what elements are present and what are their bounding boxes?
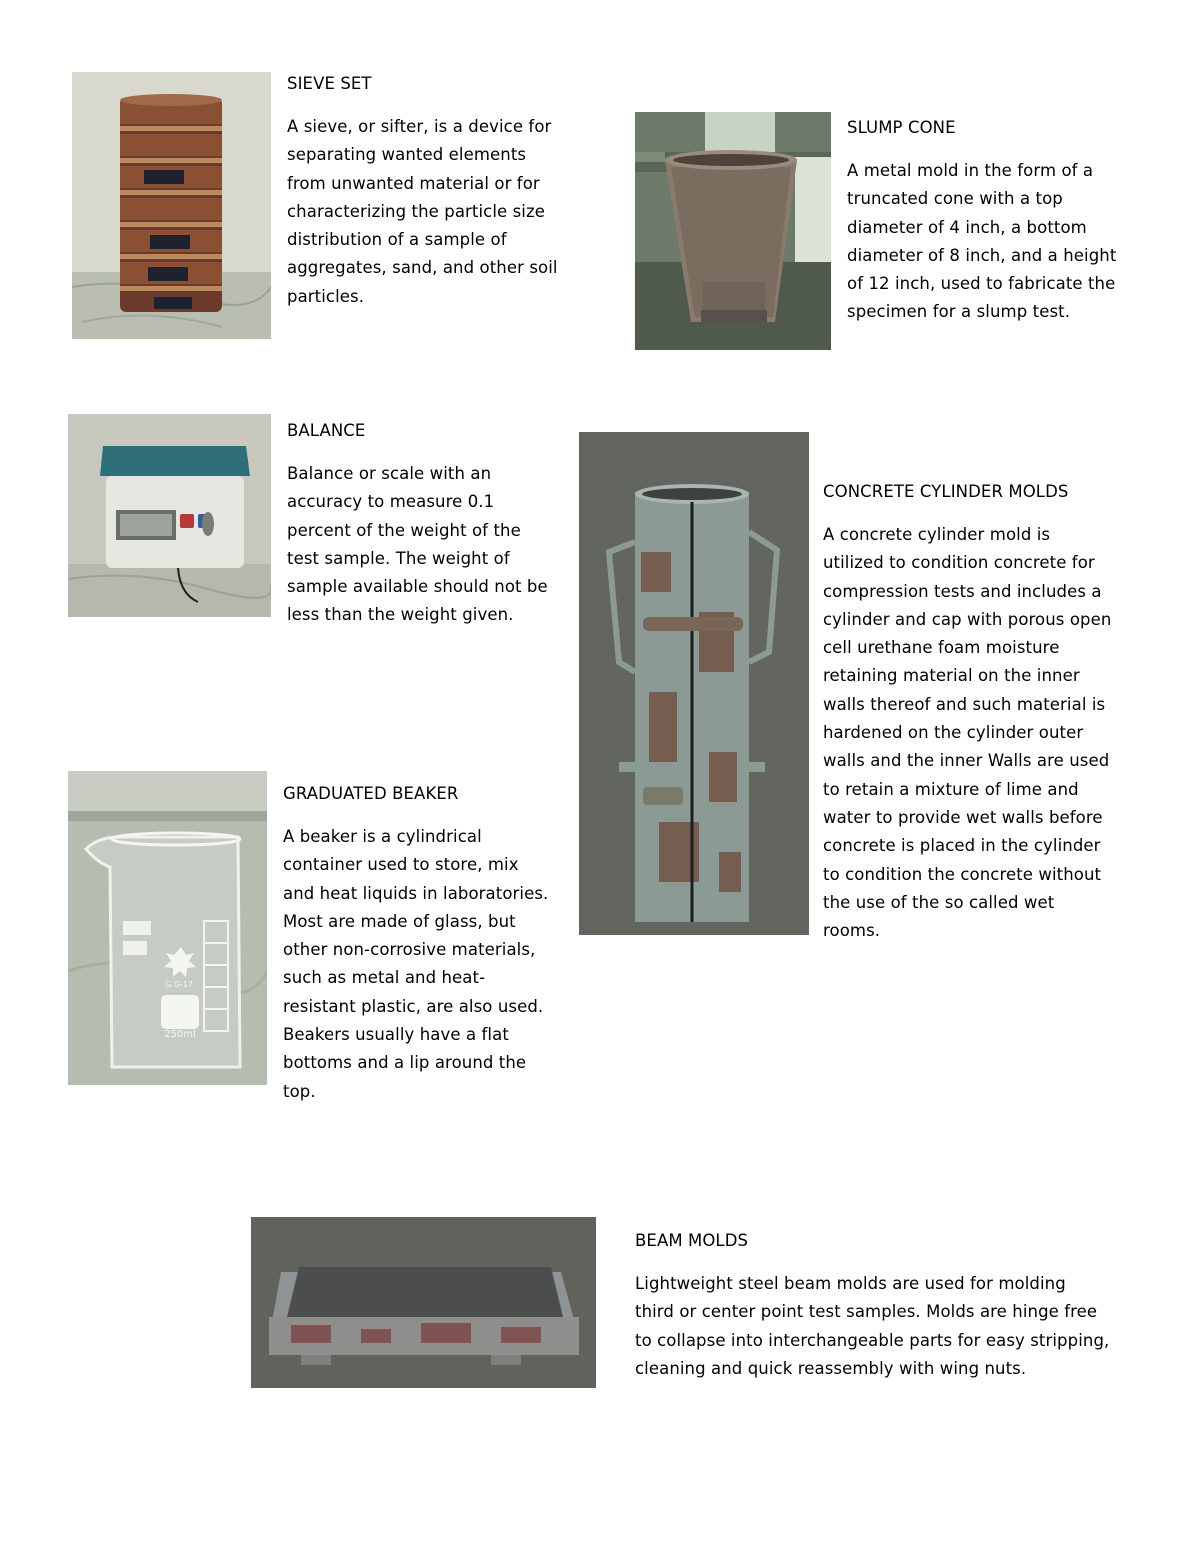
graduated-beaker-heading: GRADUATED BEAKER — [283, 784, 459, 803]
graduated-beaker-photo — [68, 771, 267, 1085]
balance-heading: BALANCE — [287, 421, 366, 440]
concrete-cylinder-molds-heading: CONCRETE CYLINDER MOLDS — [823, 482, 1069, 501]
slump-cone-photo — [635, 112, 831, 350]
balance-section — [287, 417, 617, 630]
sieve-set-photo — [72, 72, 271, 339]
concrete-cylinder-molds-section — [823, 478, 1178, 945]
sieve-set-heading: SIEVE SET — [287, 74, 372, 93]
graduated-beaker-description: A beaker is a cylindrical container used to store, mix and heat liquids in laboratories. Most are made of glass, but other non-corrosive materials, such as metal and heat- resistant plastic, are also used. Beakers usually have a flat bottoms and a lip around the top. — [283, 827, 549, 1101]
balance-description: Balance or scale with an accuracy to measure 0.1 percent of the weight of the test sample. The weight of sample available should not be less than the weight given. — [287, 464, 548, 625]
sieve-set-section — [287, 70, 617, 311]
graduated-beaker-section — [283, 780, 613, 1106]
slump-cone-description: A metal mold in the form of a truncated cone with a top diameter of 4 inch, a bottom diameter of 8 inch, and a height of 12 inch, used to fabricate the specimen for a slump test. — [847, 161, 1117, 322]
concrete-cylinder-mold-photo — [579, 432, 809, 935]
sieve-set-description: A sieve, or sifter, is a device for separating wanted elements from unwanted material or for characterizing the particle size distribution of a sample of aggregates, sand, and other soil particles. — [287, 117, 558, 306]
beam-molds-description: Lightweight steel beam molds are used for molding third or center point test samples. Molds are hinge free to collapse into interchangeable parts for easy stripping, cleaning and quick reassembly with wing nuts. — [635, 1274, 1110, 1378]
beam-mold-photo — [251, 1217, 596, 1388]
balance-photo — [68, 414, 271, 617]
slump-cone-heading: SLUMP CONE — [847, 118, 956, 137]
beam-molds-section — [635, 1227, 1180, 1383]
slump-cone-section — [847, 114, 1177, 327]
beam-molds-heading: BEAM MOLDS — [635, 1231, 749, 1250]
beaker-brand-marking: G.G-17 — [164, 980, 194, 989]
beaker-volume-marking: 250ml — [164, 1029, 196, 1040]
concrete-cylinder-molds-description: A concrete cylinder mold is utilized to condition concrete for compression tests and includes a cylinder and cap with porous open cell urethane foam moisture retaining material on the inner walls thereof and such material is hardened on the cylinder outer walls and the inner Walls are used to retain a mixture of lime and water to provide wet walls before concrete is placed in the cylinder to condition the concrete without the use of the so called wet rooms. — [823, 525, 1112, 941]
